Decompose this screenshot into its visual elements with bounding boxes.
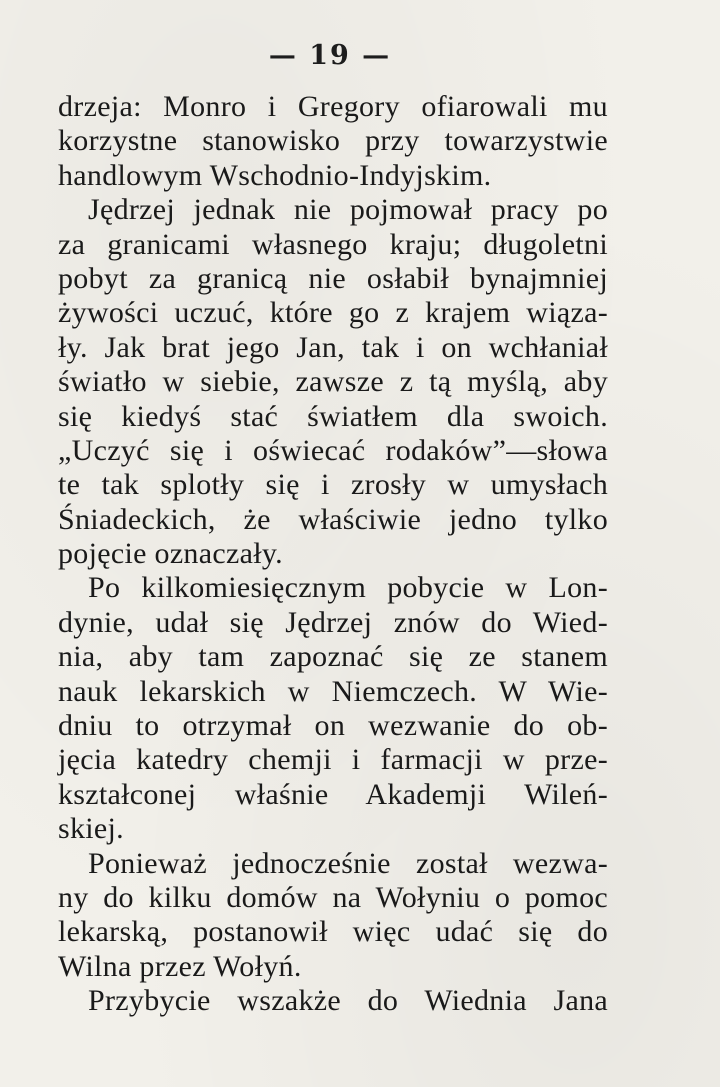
text-line: te tak splotły się i zrosły w umysłach [58, 468, 608, 502]
text-line: „Uczyć się i oświecać rodaków”—słowa [58, 433, 608, 467]
text-line: pojęcie oznaczały. [58, 537, 283, 571]
text-line: Przybycie wszakże do Wiednia Jana [88, 984, 608, 1018]
text-line: Jędrzej jednak nie pojmował pracy po [88, 193, 608, 227]
text-line: się kiedyś stać światłem dla swoich. [58, 399, 608, 433]
text-line: lekarską, postanowił więc udać się do [58, 915, 608, 949]
text-line: kształconej właśnie Akademji Wileń- [58, 777, 608, 811]
text-line: Wilna przez Wołyń. [58, 949, 302, 983]
page-number: — 19 — [268, 40, 392, 71]
text-line: ny do kilku domów na Wołyniu o pomoc [58, 880, 608, 914]
text-line: jęcia katedry chemji i farmacji w prze- [58, 743, 608, 777]
text-line: ły. Jak brat jego Jan, tak i on wchłaniał [58, 330, 608, 364]
text-line: drzeja: Monro i Gregory ofiarowali mu [58, 90, 608, 123]
text-line: dniu to otrzymał on wezwanie do ob- [58, 709, 608, 743]
text-line: żywości uczuć, które go z krajem wiąza- [58, 296, 608, 330]
text-line: za granicami własnego kraju; długoletni [58, 227, 608, 261]
text-line: dynie, udał się Jędrzej znów do Wied- [58, 605, 608, 639]
text-line: Po kilkomiesięcznym pobycie w Lon- [88, 571, 608, 605]
text-line: Śniadeckich, że właściwie jedno tylko [58, 502, 608, 536]
text-line: nia, aby tam zapoznać się ze stanem [58, 640, 608, 674]
text-line: światło w siebie, zawsze z tą myślą, aby [58, 365, 608, 399]
text-line: skiej. [58, 812, 124, 846]
text-line: handlowym Wschodnio-Indyjskim. [58, 158, 492, 192]
text-line: pobyt za granicą nie osłabił bynajmniej [58, 261, 608, 295]
text-line: nauk lekarskich w Niemczech. W Wie- [58, 674, 608, 708]
body-text [58, 90, 608, 1019]
text-line: Ponieważ jednocześnie został wezwa- [88, 846, 608, 880]
text-line: korzystne stanowisko przy towarzystwie [58, 124, 608, 158]
